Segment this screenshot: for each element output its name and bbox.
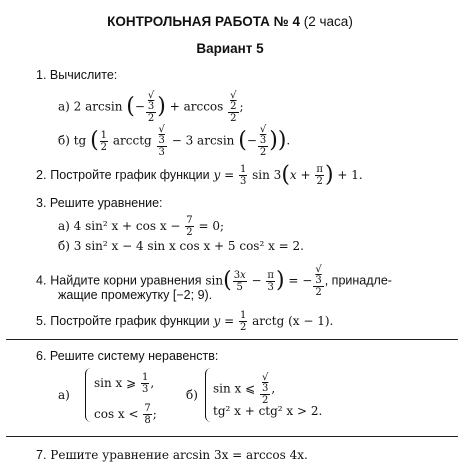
task-6b-label: б): [186, 388, 198, 402]
task-1a: а) 2 arcsin (− √ $\frac{3}{2}$ ) + arccos √ $\frac{2}{2}$ ;: [58, 90, 244, 124]
task-3: 3. Решите уравнение:: [36, 196, 163, 210]
brace-b: [205, 368, 212, 422]
task-5: 5. Постройте график функции y = $\frac{1}{2}$ arctg (x − 1).: [36, 310, 334, 333]
task-6b-2: tg² x + ctg² x > 2.: [213, 404, 323, 418]
task-6a-label: а): [58, 388, 70, 402]
divider-2: [6, 436, 458, 437]
task-1: 1. Вычислите:: [36, 68, 118, 82]
task-3a: а) 4 sin² x + cos x − $\frac{7}{2}$ = 0;: [58, 215, 225, 238]
task-7: 7. Решите уравнение arcsin 3x = arccos 4x.: [36, 448, 308, 462]
task-3b: б) 3 sin² x − 4 sin x cos x + 5 cos² x = 2.: [58, 239, 304, 253]
brace-a: [85, 368, 92, 422]
divider-1: [6, 339, 458, 340]
task-6b-1: sin x ⩽ √ $\frac{3}{2}$ ,: [213, 372, 275, 406]
task-2: 2. Постройте график функции y = $\frac{1}{3}$ sin 3(x + $\frac{\pi}{2}$ ) + 1.: [36, 162, 363, 188]
task-6a-2: cos x < $\frac{7}{8}$ ;: [94, 403, 157, 426]
variant-title: Вариант 5: [196, 41, 264, 56]
task-4: 4. Найдите корни уравнения sin( $\frac{3x}{5}$ − $\frac{\pi}{3}$ ) = − √ $\frac{3}{2}$ , принадле-: [36, 264, 392, 298]
task-6a-1: sin x ⩾ $\frac{1}{3}$ ,: [94, 372, 155, 395]
task-6: 6. Решите систему неравенств:: [36, 349, 219, 363]
task-4-line2: жащие промежутку [−2; 9).: [58, 288, 213, 302]
page-title: КОНТРОЛЬНАЯ РАБОТА № 4 (2 часа): [107, 14, 353, 29]
task-1b: б) tg ( $\frac{1}{2}$ arcctg √ $\frac{3}{3}$ − 3 arcsin (− √ $\frac{3}{2}$ )).: [58, 124, 290, 158]
